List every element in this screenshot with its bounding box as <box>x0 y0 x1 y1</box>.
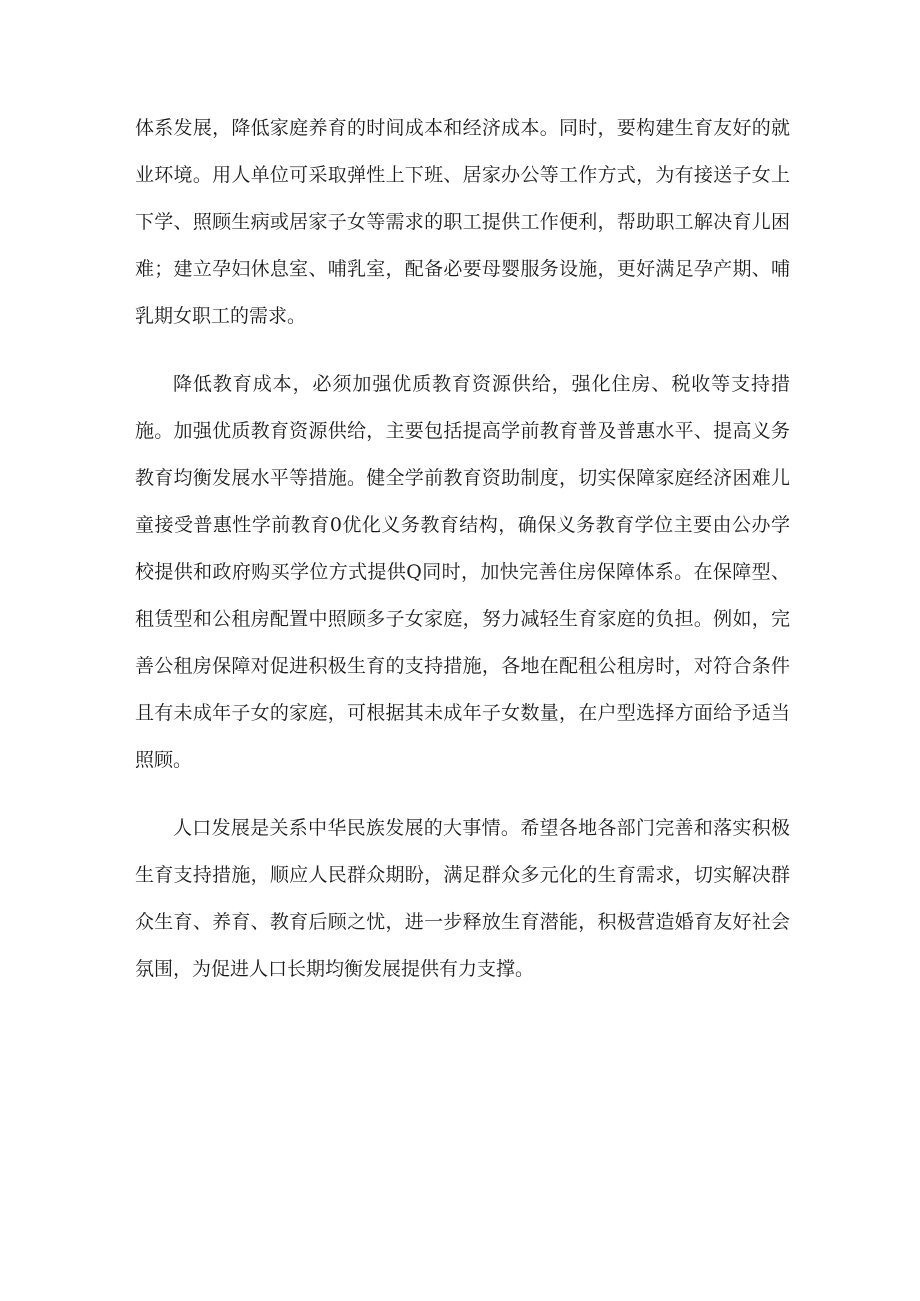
paragraph-education-cost: 降低教育成本，必须加强优质教育资源供给，强化住房、税收等支持措施。加强优质教育资源供给，主要包括提高学前教育普及普惠水平、提高义务教育均衡发展水平等措施。健全学前教育资助制度，切实保障家庭经济困难儿童接受普惠性学前教育0优化义务教育结构，确保义务教育学位主要由公办学校提供和政府购买学位方式提供Q同时，加快完善住房保障体系。在保障型、租赁型和公租房配置中照顾多子女家庭，努力减轻生育家庭的负担。例如，完善公租房保障对促进积极生育的支持措施，各地在配租公租房时，对符合条件且有未成年子女的家庭，可根据其未成年子女数量，在户型选择方面给予适当照顾。 <box>135 373 790 771</box>
document-page <box>135 105 790 1014</box>
paragraph-population-development: 人口发展是关系中华民族发展的大事情。希望各地各部门完善和落实积极生育支持措施，顺应人民群众期盼，满足群众多元化的生育需求，切实解决群众生育、养育、教育后顾之忧，进一步释放生育潜能，积极营造婚育友好社会氛围，为促进人口长期均衡发展提供有力支撑。 <box>135 817 790 980</box>
paragraph-continuation: 体系发展，降低家庭养育的时间成本和经济成本。同时，要构建生育友好的就业环境。用人单位可采取弹性上下班、居家办公等工作方式，为有接送子女上下学、照顾生病或居家子女等需求的职工提供工作便利，帮助职工解决育儿困难；建立孕妇休息室、哺乳室，配备必要母婴服务设施，更好满足孕产期、哺乳期女职工的需求。 <box>135 117 790 327</box>
